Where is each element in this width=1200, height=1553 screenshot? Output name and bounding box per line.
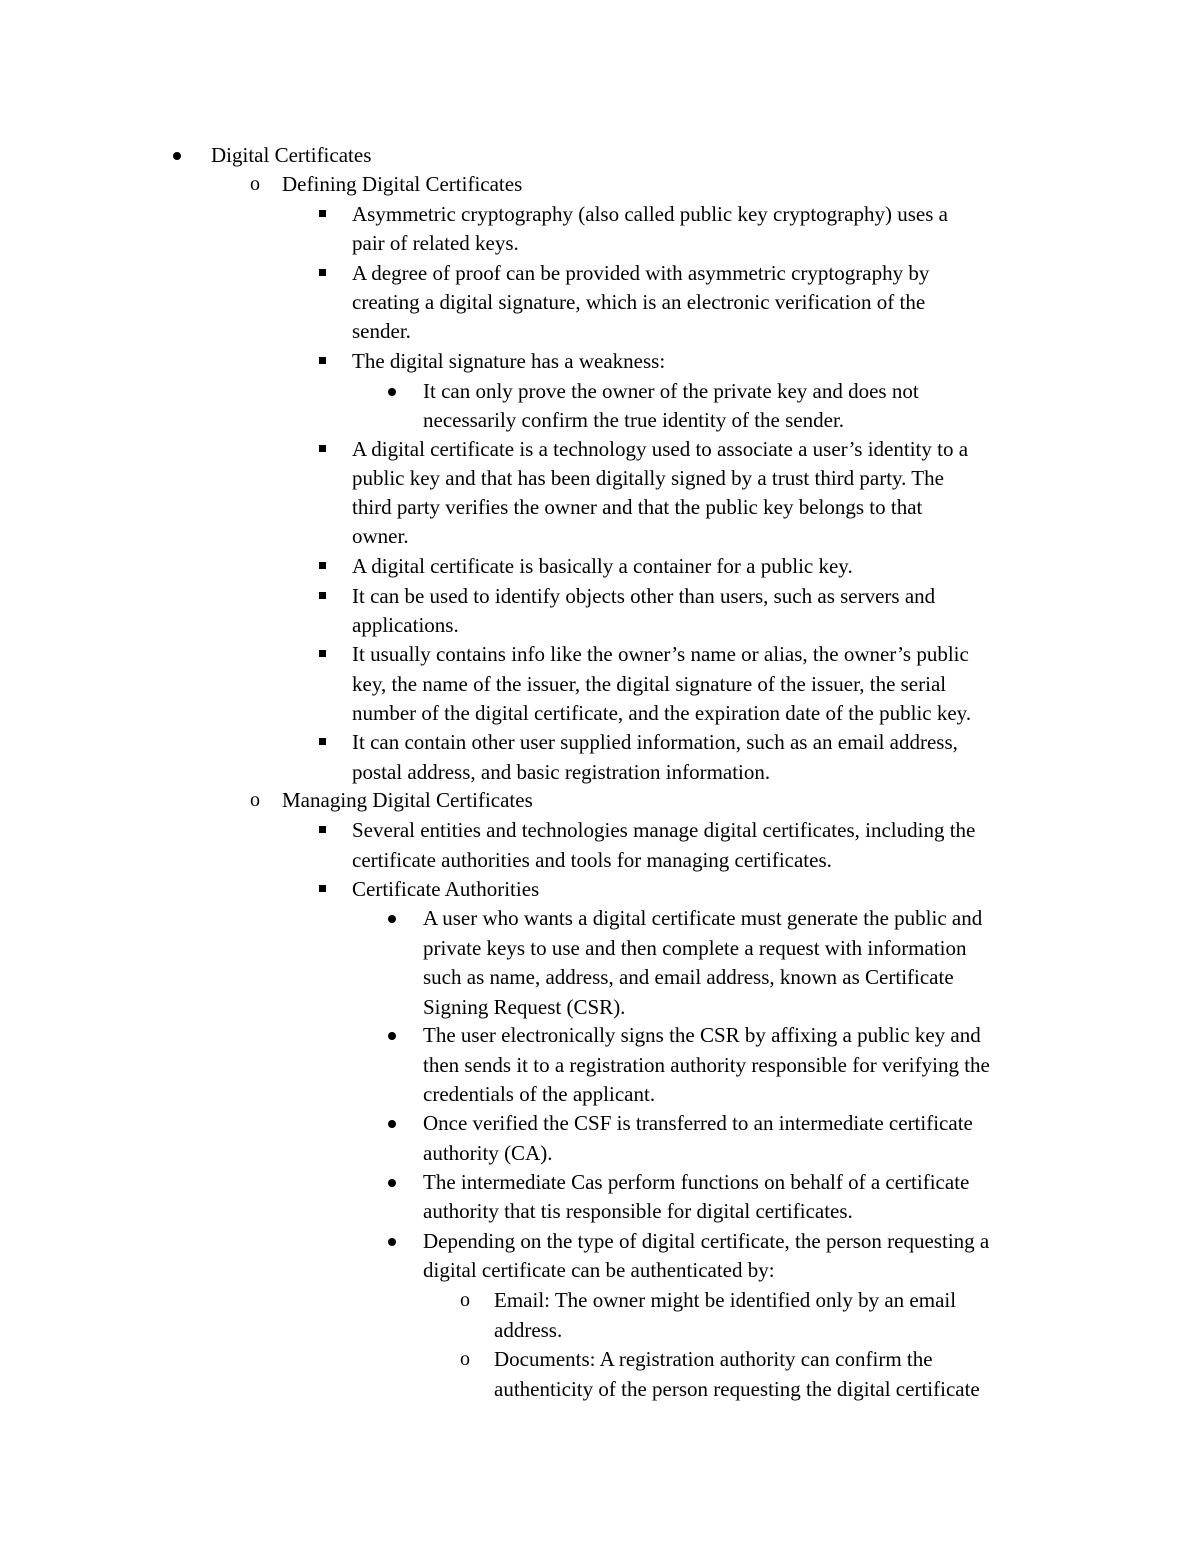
square-icon <box>319 445 326 452</box>
list-item <box>0 875 1200 904</box>
list-item-text: The user electronically signs the CSR by affixing a public key and <box>423 1023 981 1047</box>
list-item-continuation <box>0 1256 1200 1285</box>
list-item <box>0 1286 1200 1315</box>
list-item-text: authority (CA). <box>423 1141 553 1165</box>
list-item-continuation <box>0 229 1200 258</box>
list-item-text: private keys to use and then complete a request with information <box>423 936 967 960</box>
list-item <box>0 1021 1200 1050</box>
list-item-text: third party verifies the owner and that the public key belongs to that <box>352 495 923 519</box>
circle-icon: o <box>250 789 260 811</box>
list-item <box>0 200 1200 229</box>
list-item-text: A digital certificate is a technology used to associate a user’s identity to a <box>352 437 969 461</box>
list-item-text: sender. <box>352 319 411 343</box>
list-item-text: certificate authorities and tools for managing certificates. <box>352 848 832 872</box>
list-item-text: It can be used to identify objects other than users, such as servers and <box>352 584 936 608</box>
list-item-continuation <box>0 522 1200 551</box>
list-item-continuation <box>0 1375 1200 1404</box>
disc-icon <box>388 1120 396 1128</box>
list-item <box>0 552 1200 581</box>
square-icon <box>319 269 326 276</box>
list-item-continuation <box>0 934 1200 963</box>
list-item <box>0 347 1200 376</box>
list-item <box>0 582 1200 611</box>
list-item-text: Several entities and technologies manage digital certificates, including the <box>352 818 976 842</box>
list-item-text: public key and that has been digitally signed by a trust third party. The <box>352 466 944 490</box>
square-icon <box>319 650 326 657</box>
list-item-continuation <box>0 1316 1200 1345</box>
list-item-text: Defining Digital Certificates <box>282 172 523 196</box>
list-item-text: necessarily confirm the true identity of the sender. <box>423 408 845 432</box>
list-item-continuation <box>0 1080 1200 1109</box>
list-item-text: It can only prove the owner of the private key and does not <box>423 379 919 403</box>
list-item-text: pair of related keys. <box>352 231 519 255</box>
list-item-continuation <box>0 758 1200 787</box>
list-item-continuation <box>0 699 1200 728</box>
list-item-continuation <box>0 1197 1200 1226</box>
list-item-continuation <box>0 317 1200 346</box>
list-item-text: such as name, address, and email address, known as Certificate <box>423 965 954 989</box>
list-item <box>0 1168 1200 1197</box>
list-item-text: A digital certificate is basically a container for a public key. <box>352 554 853 578</box>
list-item-continuation <box>0 611 1200 640</box>
list-item-continuation <box>0 846 1200 875</box>
list-item-continuation <box>0 670 1200 699</box>
list-item-continuation <box>0 493 1200 522</box>
list-item-text: authenticity of the person requesting the digital certificate <box>494 1377 980 1401</box>
list-item-text: creating a digital signature, which is an electronic verification of the <box>352 290 926 314</box>
list-item-continuation <box>0 406 1200 435</box>
list-item-text: credentials of the applicant. <box>423 1082 656 1106</box>
list-item-text: The digital signature has a weakness: <box>352 349 666 373</box>
list-item-continuation <box>0 464 1200 493</box>
square-icon <box>319 826 326 833</box>
list-item <box>0 640 1200 669</box>
square-icon <box>319 738 326 745</box>
list-item <box>0 904 1200 933</box>
disc-icon <box>388 1238 396 1246</box>
list-item-text: Once verified the CSF is transferred to an intermediate certificate <box>423 1111 973 1135</box>
list-item-text: authority that tis responsible for digital certificates. <box>423 1199 853 1223</box>
square-icon <box>319 357 326 364</box>
list-item-text: It can contain other user supplied information, such as an email address, <box>352 730 958 754</box>
list-item <box>0 816 1200 845</box>
square-icon <box>319 210 326 217</box>
list-item-continuation <box>0 963 1200 992</box>
list-item-text: Certificate Authorities <box>352 877 540 901</box>
square-icon <box>319 592 326 599</box>
list-item <box>0 170 1200 199</box>
list-item-continuation <box>0 1139 1200 1168</box>
list-item-text: owner. <box>352 524 409 548</box>
list-item-text: Documents: A registration authority can confirm the <box>494 1347 933 1371</box>
list-item-continuation <box>0 993 1200 1022</box>
disc-icon <box>173 152 181 160</box>
list-item <box>0 1109 1200 1138</box>
circle-icon: o <box>460 1289 470 1311</box>
list-item <box>0 1227 1200 1256</box>
list-item-text: Managing Digital Certificates <box>282 788 533 812</box>
list-item-text: A user who wants a digital certificate must generate the public and <box>423 906 983 930</box>
list-item-text: Digital Certificates <box>211 143 372 167</box>
circle-icon: o <box>250 173 260 195</box>
disc-icon <box>388 1032 396 1040</box>
disc-icon <box>388 388 396 396</box>
list-item-text: It usually contains info like the owner’s name or alias, the owner’s public <box>352 642 969 666</box>
list-item-text: applications. <box>352 613 459 637</box>
list-item-text: The intermediate Cas perform functions on behalf of a certificate <box>423 1170 970 1194</box>
list-item-text: key, the name of the issuer, the digital signature of the issuer, the serial <box>352 672 947 696</box>
list-item <box>0 435 1200 464</box>
list-item-text: Asymmetric cryptography (also called public key cryptography) uses a <box>352 202 948 226</box>
square-icon <box>319 885 326 892</box>
list-item <box>0 377 1200 406</box>
list-item <box>0 786 1200 815</box>
list-item <box>0 1345 1200 1374</box>
circle-icon: o <box>460 1348 470 1370</box>
list-item <box>0 728 1200 757</box>
square-icon <box>319 562 326 569</box>
list-item-text: number of the digital certificate, and the expiration date of the public key. <box>352 701 972 725</box>
list-item-text: Email: The owner might be identified only by an email <box>494 1288 957 1312</box>
list-item-continuation <box>0 1051 1200 1080</box>
list-item-text: Depending on the type of digital certificate, the person requesting a <box>423 1229 990 1253</box>
list-item-text: address. <box>494 1318 563 1342</box>
list-item-text: digital certificate can be authenticated by: <box>423 1258 775 1282</box>
list-item-continuation <box>0 288 1200 317</box>
list-item-text: then sends it to a registration authority responsible for verifying the <box>423 1053 990 1077</box>
disc-icon <box>388 1179 396 1187</box>
list-item-text: Signing Request (CSR). <box>423 995 626 1019</box>
list-item <box>0 141 1200 170</box>
list-item <box>0 259 1200 288</box>
list-item-text: postal address, and basic registration information. <box>352 760 771 784</box>
disc-icon <box>388 915 396 923</box>
list-item-text: A degree of proof can be provided with asymmetric cryptography by <box>352 261 930 285</box>
